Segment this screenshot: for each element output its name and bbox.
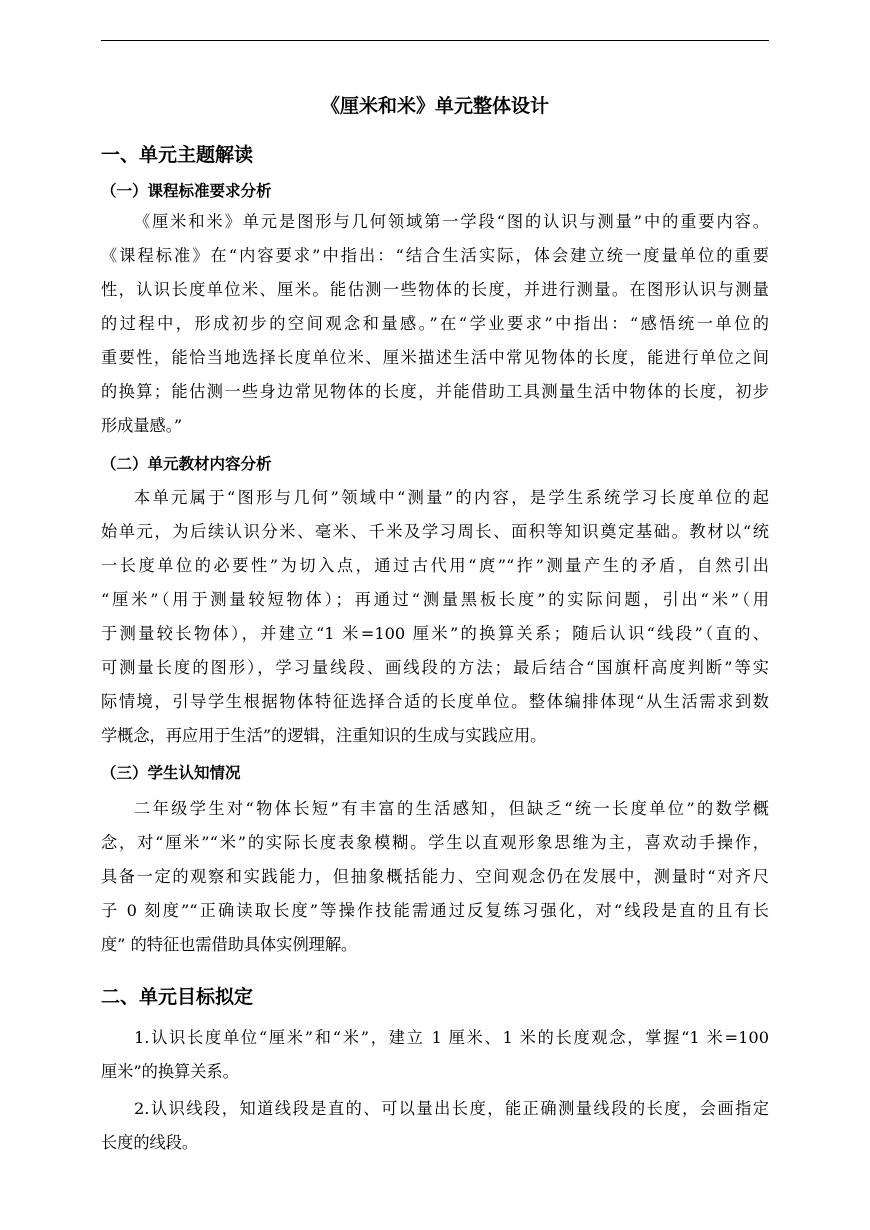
document-title: 《厘米和米》单元整体设计	[320, 95, 549, 117]
goal-line: 长度的线段。	[101, 1133, 199, 1152]
paragraph-line: 于测量较长物体），并建立“1 米=100 厘米”的换算关系；随后认识“线段”（直的、	[101, 624, 769, 643]
paragraph-line: “厘米”（用于测量较短物体）；再通过“测量黑板长度”的实际问题，引出“米”（用	[101, 590, 769, 609]
goal-item	[101, 1092, 769, 1160]
paragraph-line: 度” 的特征也需借助具体实例理解。	[101, 935, 358, 954]
section-heading-goals: 二、单元目标拟定	[101, 986, 254, 1008]
paragraph-line: 具备一定的观察和实践能力，但抽象概括能力、空间观念仍在发展中，测量时“对齐尺	[101, 867, 769, 886]
paragraph-line: 性，认识长度单位米、厘米。能估测一些物体的长度，并进行测量。在图形认识与测量	[101, 280, 769, 299]
paragraph-line: 一长度单位的必要性”为切入点，通过古代用“庹”“拃”测量产生的矛盾，自然引出	[101, 556, 769, 575]
paragraph-line: 《课程标准》在“内容要求”中指出：“结合生活实际，体会建立统一度量单位的重要	[101, 246, 769, 265]
paragraph-line: 子 0 刻度”“正确读取长度”等操作技能需通过反复练习强化，对“线段是直的且有长	[101, 901, 769, 920]
paragraph-line: 的过程中，形成初步的空间观念和量感。”在“学业要求”中指出：“感悟统一单位的	[101, 314, 769, 333]
paragraph-line: 学概念，再应用于生活”的逻辑，注重知识的生成与实践应用。	[101, 726, 547, 745]
header-rule	[101, 40, 769, 41]
goal-item	[101, 1021, 769, 1089]
paragraph-line: 念，对“厘米”“米”的实际长度表象模糊。学生以直观形象思维为主，喜欢动手操作，	[101, 833, 769, 852]
section-heading-theme: 一、单元主题解读	[101, 144, 254, 166]
paragraph-line: 二年级学生对“物体长短”有丰富的生活感知，但缺乏“统一长度单位”的数学概	[134, 799, 769, 818]
goal-line: 2.认识线段，知道线段是直的、可以量出长度，能正确测量线段的长度，会画指定	[134, 1099, 769, 1118]
subsection-heading-content: （二）单元教材内容分析	[101, 455, 272, 473]
paragraph-line: 本单元属于“图形与几何”领域中“测量”的内容，是学生系统学习长度单位的起	[134, 488, 769, 507]
paragraph-line: 重要性，能恰当地选择长度单位米、厘米描述生活中常见物体的长度，能进行单位之间	[101, 348, 769, 367]
goal-line: 1.认识长度单位“厘米”和“米”，建立 1 厘米、1 米的长度观念，掌握“1 米=100	[134, 1028, 769, 1047]
paragraph-line: 形成量感。”	[101, 416, 183, 435]
paragraph-line: 的换算；能估测一些身边常见物体的长度，并能借助工具测量生活中物体的长度，初步	[101, 382, 769, 401]
paragraph-line: 《厘米和米》单元是图形与几何领域第一学段“图的认识与测量”中的重要内容。	[134, 212, 769, 231]
paragraph-line: 可测量长度的图形），学习量线段、画线段的方法；最后结合“国旗杆高度判断”等实	[101, 658, 769, 677]
subsection-heading-cognition: （三）学生认知情况	[101, 764, 241, 782]
paragraph-line: 际情境，引导学生根据物体特征选择合适的长度单位。整体编排体现“从生活需求到数	[101, 692, 769, 711]
goal-line: 厘米”的换算关系。	[101, 1062, 239, 1081]
paragraph-cognition	[101, 792, 769, 962]
paragraph-content	[101, 481, 769, 753]
subsection-heading-standards: （一）课程标准要求分析	[101, 182, 272, 200]
paragraph-line: 始单元，为后续认识分米、毫米、千米及学习周长、面积等知识奠定基础。教材以“统	[101, 522, 769, 541]
paragraph-standards	[101, 205, 769, 443]
